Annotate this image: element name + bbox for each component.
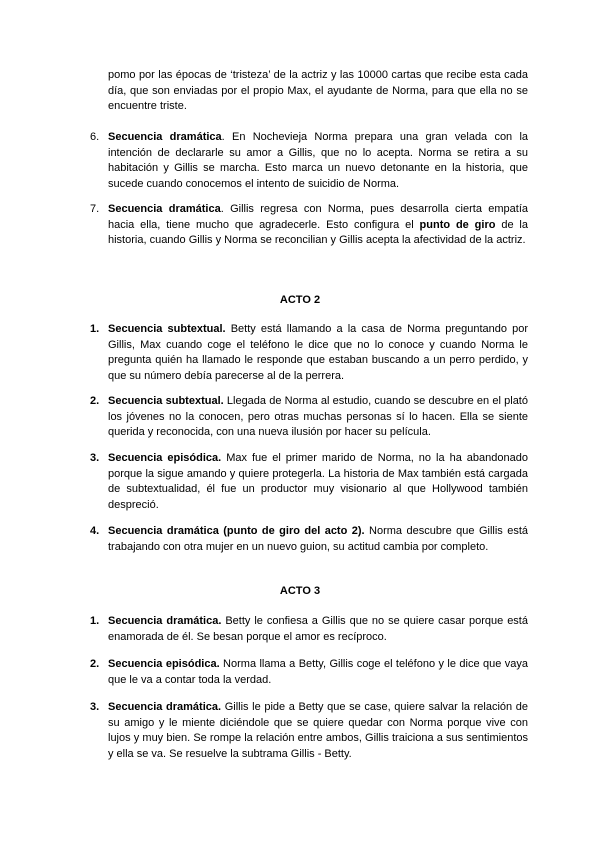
- item-text: [108, 202, 528, 249]
- item-text: [108, 451, 528, 513]
- item-number: 2.: [90, 395, 100, 407]
- intro-paragraph: pomo por las épocas de ‘tristeza’ de la actriz y las 10000 cartas que recibe esta cada día, que son enviadas por el propio Max, el ayudante de Norma, para que ella no se encuentre triste.: [108, 69, 528, 112]
- item-number: 7.: [90, 203, 100, 215]
- item-number: 4.: [90, 525, 100, 537]
- item-body: . En Nochevieja Norma prepara una gran velada con la intención de declararle su amor a Gillis, que no lo acepta. Norma se retira a su habitación y Gillis se marcha. Esto marca un nuevo detonante en la historia, que sucede cuando conocemos el intento de suicidio de Norma.: [108, 131, 529, 190]
- list-item: [90, 394, 528, 441]
- item-title: Secuencia episódica.: [108, 452, 222, 464]
- item-number: 6.: [90, 131, 100, 143]
- item-text: [108, 322, 528, 384]
- list-item: [90, 657, 528, 688]
- list-item: [90, 700, 528, 762]
- item-text: [108, 394, 528, 441]
- item-text: [108, 700, 528, 762]
- list-item: [90, 524, 528, 555]
- item-number: 1.: [90, 323, 100, 335]
- section-heading-act-3: ACTO 3: [279, 585, 321, 597]
- item-body: . Gillis regresa con Norma, pues desarrolla cierta empatía hacia ella, tiene mucho que agradecerle. Esto configura el: [108, 203, 529, 231]
- item-title: Secuencia subtextual.: [108, 395, 224, 407]
- item-title: Secuencia episódica.: [108, 658, 220, 670]
- item-title: Secuencia dramática.: [108, 701, 222, 713]
- item-title: Secuencia subtextual.: [108, 323, 226, 335]
- item-title: Secuencia dramática: [108, 203, 221, 215]
- item-title: Secuencia dramática.: [108, 615, 222, 627]
- item-emphasis: punto de giro: [419, 218, 496, 231]
- list-item: [90, 614, 528, 645]
- item-title: Secuencia dramática (punto de giro del acto 2).: [108, 525, 365, 537]
- list-item: [90, 202, 528, 249]
- item-body: Betty le confiesa a Gillis que no se quiere casar porque está enamorada de él. Se besan porque el amor es recíproco.: [108, 615, 528, 643]
- item-body: Gillis le pide a Betty que se case, quiere salvar la relación de su amigo y le miente diciéndole que se quiere quedar con Norma porque vive con lujos y muy bien. Se rompe la relación entre ambos, Gillis traiciona a sus sentimientos y ella se va. Se resuelve la subtrama Gillis - Betty.: [108, 701, 528, 760]
- section-heading-act-2: ACTO 2: [279, 294, 321, 306]
- item-text: [108, 130, 528, 192]
- item-body: Max fue el primer marido de Norma, no la ha abandonado porque la sigue amando y quiere protegerla. La historia de Max también está cargada de subtextualidad, él fue un productor muy visionario al que Hollywood también despreció.: [108, 452, 528, 511]
- item-title: Secuencia dramática: [108, 131, 222, 143]
- item-text: [108, 524, 528, 555]
- item-number: 3.: [90, 701, 100, 713]
- item-number: 1.: [90, 615, 100, 627]
- item-text: [108, 657, 528, 688]
- item-body: Norma descubre que Gillis está trabajando con otra mujer en un nuevo guion, su actitud cambia por completo.: [108, 525, 528, 553]
- item-body: Norma llama a Betty, Gillis coge el teléfono y le dice que vaya que le va a contar toda la verdad.: [108, 658, 528, 686]
- item-number: 2.: [90, 658, 100, 670]
- list-item: [90, 130, 528, 192]
- item-number: 3.: [90, 452, 100, 464]
- list-item: [90, 322, 528, 384]
- list-item: [90, 451, 528, 513]
- item-body: de la historia, cuando Gillis y Norma se reconcilian y Gillis acepta la afectividad de la actriz.: [108, 218, 528, 246]
- item-body: Betty está llamando a la casa de Norma preguntando por Gillis, Max cuando coge el teléfono le dice que no lo conoce y cuando Norma le pregunta quién ha llamado le responde que estaban buscando a un perro perdido, y que su número debía parecerse al de la perrera.: [108, 323, 528, 382]
- item-text: [108, 614, 528, 645]
- item-body: Llegada de Norma al estudio, cuando se descubre en el plató los jóvenes no la conocen, pero otras muchas personas sí lo hacen. Ella se siente querida y reconocida, con una nueva ilusión por hacer su película.: [108, 395, 528, 438]
